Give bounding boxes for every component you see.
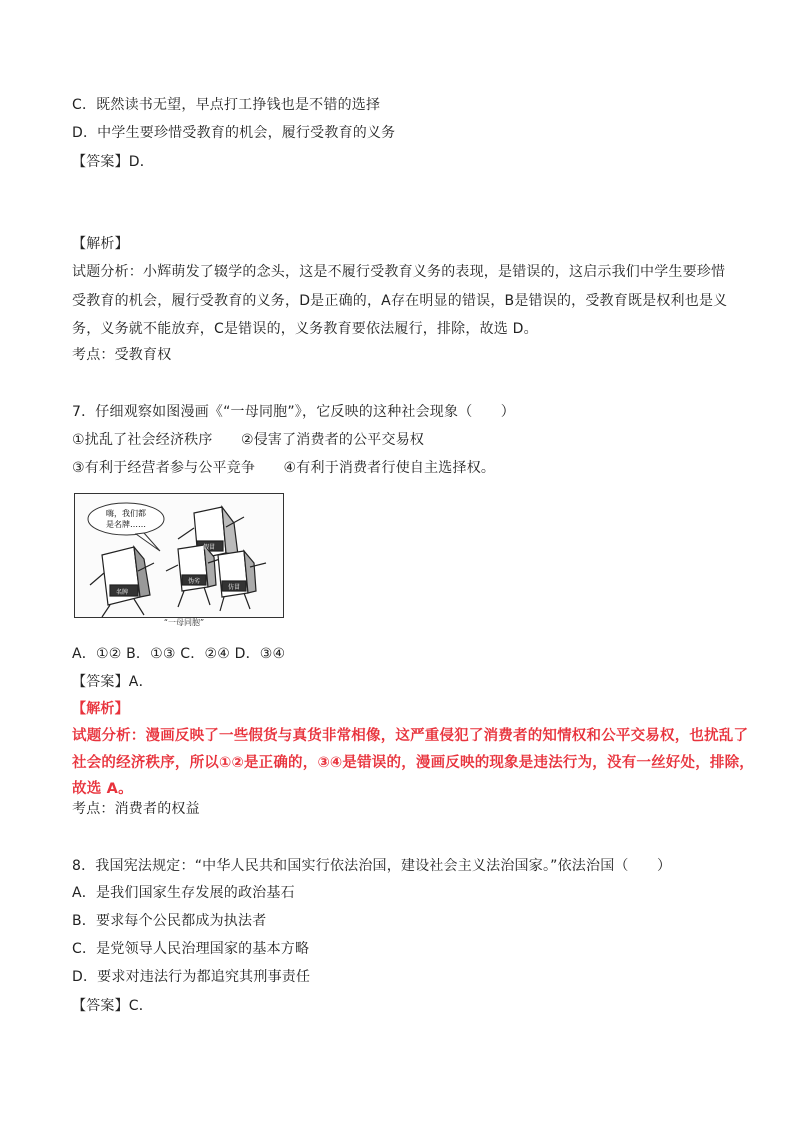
q6-option-d: D．中学生要珍惜受教育的机会，履行受教育的义务 <box>72 125 396 141</box>
q8-option-c: C．是党领导人民治理国家的基本方略 <box>72 941 310 957</box>
q7-analysis-heading: 【解析】 <box>72 701 129 717</box>
q8-stem: 8．我国宪法规定：“中华人民共和国实行依法治国，建设社会主义法治国家。”依法治国（ ） <box>72 858 672 874</box>
q6-kaodian: 考点：受教育权 <box>72 347 172 363</box>
cartoon-label: 仿冒 <box>227 584 241 591</box>
q7-items-line2: ③有利于经营者参与公平竞争 ④有利于消费者行使自主选择权。 <box>72 460 496 476</box>
cartoon-label: 名牌 <box>115 589 129 596</box>
q7-kaodian: 考点：消费者的权益 <box>72 801 200 817</box>
q6-analysis-heading: 【解析】 <box>72 236 129 252</box>
q7-analysis-line: 试题分析：漫画反映了一些假货与真货非常相像，这严重侵犯了消费者的知情权和公平交易权，也扰乱了 <box>72 728 749 744</box>
q6-answer: 【答案】D． <box>72 154 154 170</box>
q7-items-line1: ①扰乱了社会经济秩序 ②侵害了消费者的公平交易权 <box>72 432 425 448</box>
q8-answer: 【答案】C． <box>72 998 153 1014</box>
q7-analysis-line: 社会的经济秩序，所以①②是正确的，③④是错误的，漫画反映的现象是违法行为，没有一丝好处，排除， <box>72 755 755 771</box>
q8-option-a: A．是我们国家生存发展的政治基石 <box>72 885 295 901</box>
q6-analysis-line: 务，义务就不能放弃，C是错误的，义务教育要依法履行，排除，故选 D。 <box>72 321 538 337</box>
q8-option-b: B．要求每个公民都成为执法者 <box>72 913 267 929</box>
q8-option-d: D．要求对违法行为都追究其刑事责任 <box>72 969 311 985</box>
cartoon-label: 伪劣 <box>187 578 201 585</box>
cartoon-image <box>74 493 284 629</box>
q6-option-c: C．既然读书无望，早点打工挣钱也是不错的选择 <box>72 97 381 113</box>
q6-analysis-line: 试题分析：小辉萌发了辍学的念头，这是不履行受教育义务的表现，是错误的，这启示我们中学生要珍惜 <box>72 264 726 280</box>
speech-text: 是名牌…… <box>106 520 146 529</box>
q7-options: A．①② B．①③ C．②④ D．③④ <box>72 646 286 662</box>
cartoon-label: 假冒 <box>202 544 216 551</box>
speech-text: 嗨，我们都 <box>106 509 146 518</box>
q6-analysis-line: 受教育的机会，履行受教育的义务，D是正确的，A存在明显的错误，B是错误的，受教育既是权利也是义 <box>72 293 728 309</box>
q7-stem: 7．仔细观察如图漫画《“一母同胞”》，它反映的这种社会现象（ ） <box>72 404 516 420</box>
q7-answer: 【答案】A． <box>72 674 153 690</box>
q7-analysis-line: 故选 A。 <box>72 781 133 797</box>
cartoon-caption: “一母同胞” <box>163 618 205 627</box>
